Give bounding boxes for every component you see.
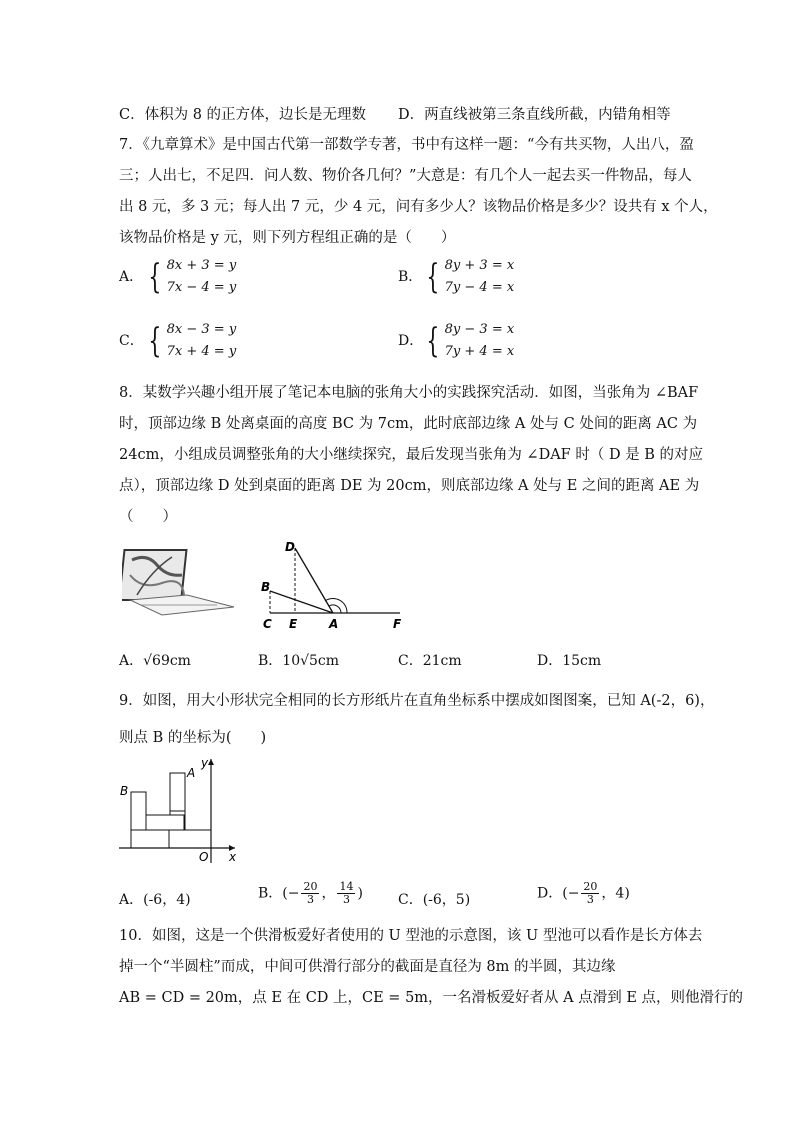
text-line: 10．如图，这是一个供滑板爱好者使用的 U 型池的示意图，该 U 型池可以看作是长方体去 bbox=[119, 928, 703, 944]
label-e: E bbox=[289, 617, 298, 631]
da-line bbox=[295, 548, 333, 613]
fraction: $\frac{14}{3}$ bbox=[339, 880, 354, 906]
label-b: B bbox=[120, 784, 129, 798]
text-line: 7．《九章算术》是中国古代第一部数学专著，书中有这样一题：“今有共买物，人出八，盈 bbox=[119, 137, 694, 153]
paper-rect bbox=[170, 773, 185, 811]
fraction: $\frac{20}{3}$ bbox=[303, 880, 318, 906]
option-label: A． bbox=[119, 269, 144, 285]
q9-option-c[interactable]: C．(-6，5) bbox=[398, 892, 471, 908]
label-a: A bbox=[187, 766, 196, 780]
label-o: O bbox=[199, 850, 209, 864]
q7-option-b-system: { 8y + 3 = x 7y − 4 = x bbox=[426, 257, 515, 297]
q6-option-d[interactable]: D．两直线被第三条直线所截，内错角相等 bbox=[398, 107, 671, 123]
option-label: B．( bbox=[258, 885, 288, 902]
text-line: 点），顶部边缘 D 处到桌面的距离 DE 为 20cm，则底部边缘 A 处与 E 之间的距离 AE 为 bbox=[119, 478, 700, 494]
text-line: （ ） bbox=[119, 509, 177, 525]
text-line: C．体积为 8 的正方体，边长是无理数 bbox=[119, 107, 367, 123]
q8-geometry-figure bbox=[255, 535, 415, 635]
q7-option-d-system: { 8y − 3 = x 7y + 4 = x bbox=[426, 321, 515, 361]
q8-option-c[interactable]: C．21cm bbox=[398, 653, 462, 669]
q7-option-c-system: { 8x − 3 = y 7x + 4 = y bbox=[148, 321, 237, 361]
equation: 7y − 4 = x bbox=[444, 280, 515, 295]
paper-rect bbox=[131, 792, 146, 830]
label-c: C bbox=[263, 617, 272, 631]
q7-option-a-system: { 8x + 3 = y 7x − 4 = y bbox=[148, 257, 237, 297]
text-line: 8．某数学兴趣小组开展了笔记本电脑的张角大小的实践探究活动．如图，当张角为 ∠BAF bbox=[119, 385, 699, 401]
q7-option-a[interactable] bbox=[119, 266, 143, 286]
equation: 8y + 3 = x bbox=[444, 258, 515, 273]
label-a: A bbox=[329, 617, 339, 631]
equation: 7y + 4 = x bbox=[444, 344, 515, 359]
ba-line bbox=[270, 591, 333, 613]
text-line: 24cm，小组成员调整张角的大小继续探究，最后发现当张角为 ∠DAF 时（ D 是 B 的对应 bbox=[119, 447, 704, 463]
q8-option-d[interactable]: D．15cm bbox=[537, 653, 602, 669]
equation: 8x + 3 = y bbox=[166, 258, 237, 273]
option-label: C． bbox=[119, 333, 144, 349]
y-axis-arrow-icon bbox=[208, 759, 214, 765]
q7-option-b[interactable] bbox=[398, 266, 422, 286]
label-f: F bbox=[393, 617, 402, 631]
text-line: 时，顶部边缘 B 处离桌面的高度 BC 为 7cm，此时底部边缘 A 处与 C 处间的距离 AC 为 bbox=[119, 416, 698, 432]
equation: 7x + 4 = y bbox=[166, 344, 237, 359]
paren: ，4) bbox=[601, 885, 630, 902]
option-label: B． bbox=[398, 269, 423, 285]
q8-option-a[interactable]: A．√69cm bbox=[119, 653, 191, 669]
q9-option-d[interactable] bbox=[537, 881, 630, 906]
minus-sign: − bbox=[567, 885, 580, 902]
text-line: 出 8 元，多 3 元；每人出 7 元，少 4 元，问有多少人？该物品价格是多少？设共有 x 个人， bbox=[119, 199, 718, 215]
q9-coordinate-figure bbox=[115, 755, 255, 867]
text-line: 9．如图，用大小形状完全相同的长方形纸片在直角坐标系中摆成如图图案，已知 A(-2，6)， bbox=[119, 693, 715, 709]
q8-option-b[interactable]: B．10√5cm bbox=[258, 653, 340, 669]
separator: ， bbox=[321, 885, 336, 902]
q7-option-d[interactable] bbox=[398, 330, 423, 350]
text-line: AB = CD = 20m，点 E 在 CD 上，CE = 5m，一名滑板爱好者从 A 点滑到 E 点，则他滑行的 bbox=[119, 990, 744, 1006]
label-y: y bbox=[201, 756, 209, 770]
q9-option-a[interactable]: A．(-6，4) bbox=[119, 892, 191, 908]
text-line: 该物品价格是 y 元，则下列方程组正确的是（ ） bbox=[119, 230, 456, 246]
equation: 8x − 3 = y bbox=[166, 322, 237, 337]
option-label: D．( bbox=[537, 885, 568, 902]
label-d: D bbox=[285, 540, 295, 554]
text-line: 则点 B 的坐标为( ) bbox=[119, 730, 267, 746]
fraction: $\frac{20}{3}$ bbox=[583, 880, 598, 906]
paper-rect bbox=[169, 830, 211, 848]
text-line: 三；人出七，不足四．问人数、物价各几何？”大意是：有几个人一起去买一件物品，每人 bbox=[119, 168, 692, 184]
paper-rect bbox=[131, 830, 169, 848]
minus-sign: − bbox=[287, 885, 300, 902]
label-b: B bbox=[261, 580, 271, 594]
laptop-photo bbox=[122, 545, 242, 620]
paper-rect bbox=[146, 815, 184, 830]
option-label: D． bbox=[398, 333, 424, 349]
equation: 7x − 4 = y bbox=[166, 280, 237, 295]
paren: ) bbox=[357, 885, 363, 902]
q7-option-c[interactable] bbox=[119, 330, 144, 350]
q9-option-b[interactable] bbox=[258, 881, 363, 906]
equation: 8y − 3 = x bbox=[444, 322, 515, 337]
text-line: 掉一个“半圆柱”而成，中间可供滑行部分的截面是直径为 8m 的半圆，其边缘 bbox=[119, 959, 616, 975]
label-x: x bbox=[229, 850, 237, 864]
